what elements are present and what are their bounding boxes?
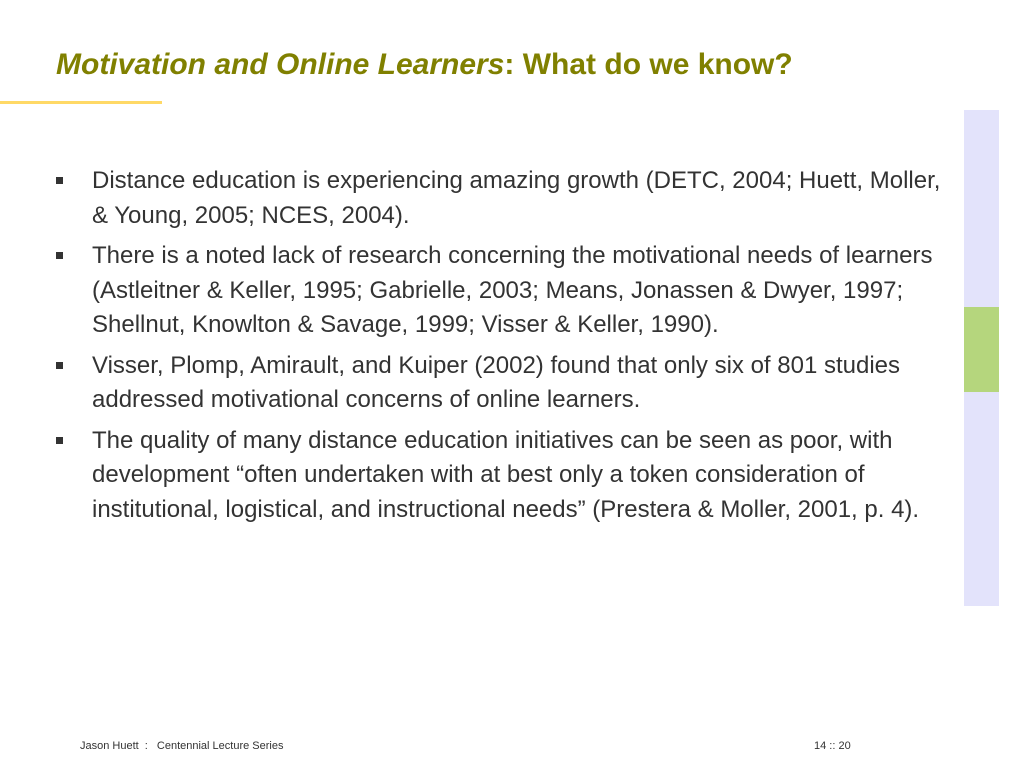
page-number: 14 :: 20 (814, 740, 851, 752)
footer-separator: : (144, 740, 148, 752)
bullet-item (52, 349, 952, 418)
bullet-text: Visser, Plomp, Amirault, and Kuiper (2002) found that only six of 801 studies addressed motivational concerns of online learners. (92, 351, 901, 413)
footer-author: Jason Huett (80, 740, 139, 752)
side-decoration-accent (964, 307, 999, 392)
square-bullet-icon (56, 437, 63, 444)
square-bullet-icon (56, 252, 63, 259)
square-bullet-icon (56, 177, 63, 184)
slide-title-regular: : What do we know? (504, 48, 793, 81)
bullet-item (52, 424, 952, 528)
slide-title-italic: Motivation and Online Learners (56, 48, 505, 81)
title-underline (0, 101, 162, 104)
bullet-item (52, 164, 952, 233)
square-bullet-icon (56, 362, 63, 369)
bullet-text: There is a noted lack of research concerning the motivational needs of learners (Astleitner & Keller, 1995; Gabrielle, 2003; Means, Jonassen & Dwyer, 1997; Shellnut, Knowlton & Savage, 1999; Visser & Keller, 1990). (92, 242, 933, 338)
footer-series: Centennial Lecture Series (156, 740, 284, 752)
footer-credit (80, 740, 283, 752)
bullet-text: The quality of many distance education initiatives can be seen as poor, with development “often undertaken with at best only a token consideration of institutional, logistical, and instructional needs” (Prestera & Moller, 2001, p. 4). (92, 426, 920, 523)
slide-title (56, 48, 793, 82)
bullet-list (52, 164, 952, 533)
bullet-text: Distance education is experiencing amazing growth (DETC, 2004; Huett, Moller, & Young, 2005; NCES, 2004). (92, 167, 941, 229)
bullet-item (52, 239, 952, 343)
